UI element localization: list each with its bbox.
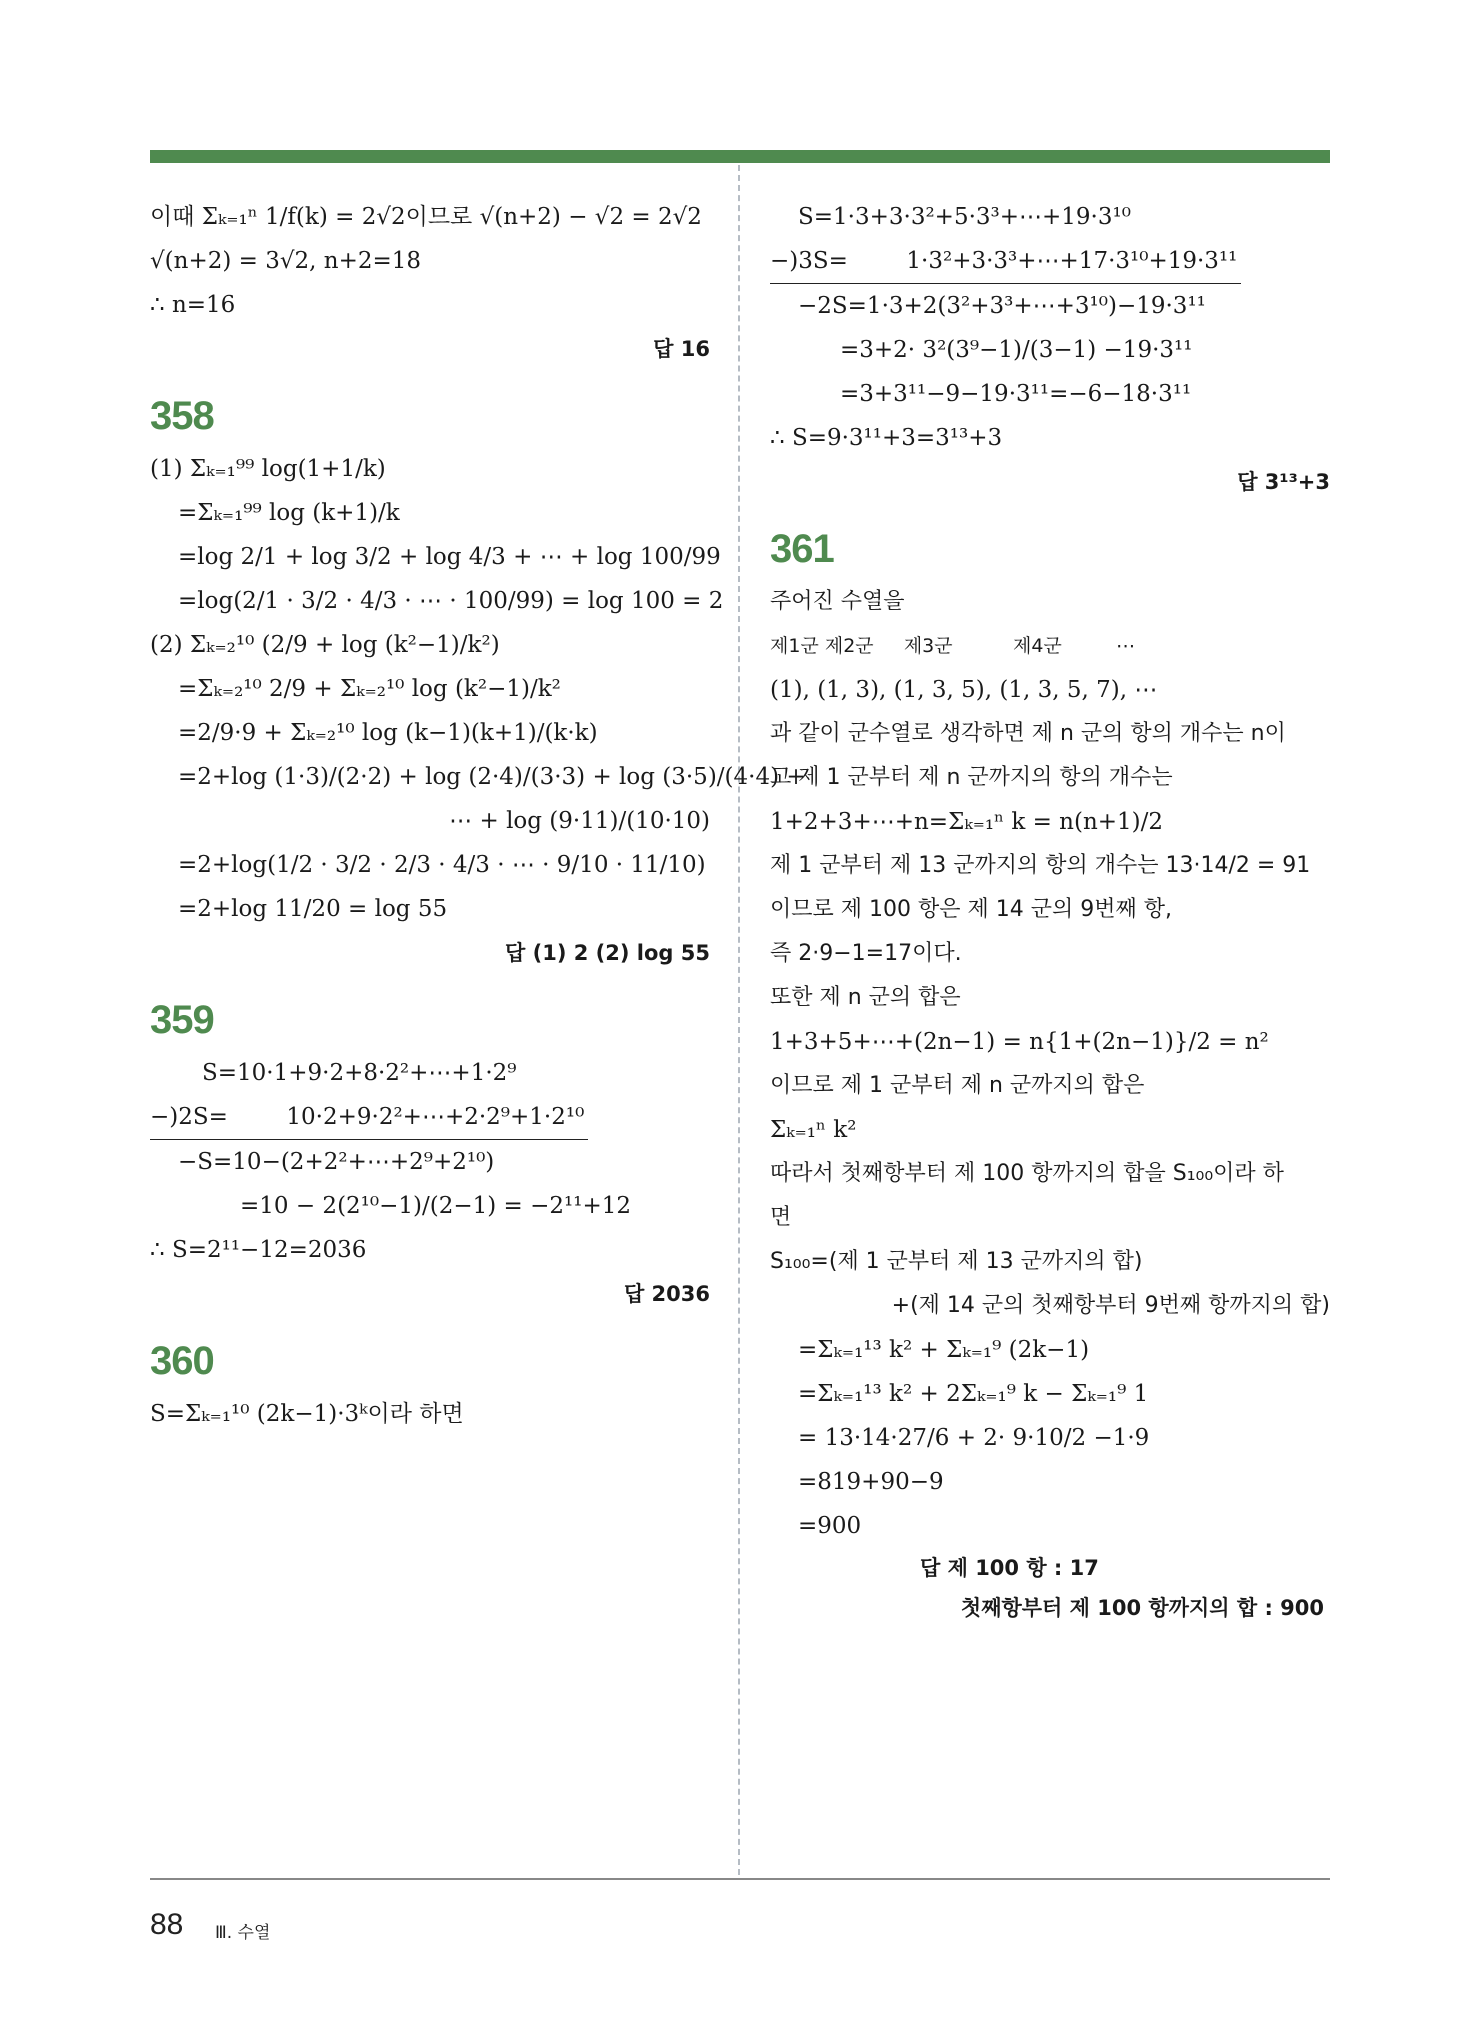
p361-line-16: S₁₀₀=(제 1 군부터 제 13 군까지의 합) xyxy=(770,1249,1143,1274)
problem-358-number: 358 xyxy=(150,394,214,438)
p361-line-14: 따라서 첫째항부터 제 100 항까지의 합을 S₁₀₀이라 하 xyxy=(770,1161,1284,1186)
p361-line-6: 1+2+3+⋯+n=Σₖ₌₁ⁿ k = n(n+1)/2 xyxy=(770,809,1164,835)
p360-cont-line-5: =3+3¹¹−9−19·3¹¹=−6−18·3¹¹ xyxy=(840,381,1192,407)
p361-line-7: 제 1 군부터 제 13 군까지의 항의 개수는 13·14/2 = 91 xyxy=(770,853,1311,878)
p358-line-1: (1) Σₖ₌₁⁹⁹ log(1+1/k) xyxy=(150,456,386,482)
p358-answer: 답 (1) 2 (2) log 55 xyxy=(505,941,710,965)
p359-line-4: =10 − 2(2¹⁰−1)/(2−1) = −2¹¹+12 xyxy=(240,1193,631,1219)
right-column xyxy=(770,195,1330,1628)
p360-cont-line-2 xyxy=(770,239,1330,284)
p361-line-15: 면 xyxy=(770,1205,792,1230)
p361-line-12: 이므로 제 1 군부터 제 n 군까지의 합은 xyxy=(770,1073,1145,1098)
p361-line-11: 1+3+5+⋯+(2n−1) = n{1+(2n−1)}/2 = n² xyxy=(770,1029,1269,1055)
p358-line-7: =2/9·9 + Σₖ₌₂¹⁰ log (k−1)(k+1)/(k·k) xyxy=(178,720,598,746)
p361-line-20: = 13·14·27/6 + 2· 9·10/2 −1·9 xyxy=(798,1425,1150,1451)
top-accent-bar xyxy=(150,150,1330,163)
p361-line-5: 고 제 1 군부터 제 n 군까지의 항의 개수는 xyxy=(770,765,1173,790)
p361-line-19: =Σₖ₌₁¹³ k² + 2Σₖ₌₁⁹ k − Σₖ₌₁⁹ 1 xyxy=(798,1381,1149,1407)
p361-group-labels: 제1군 제2군 제3군 제4군 ⋯ xyxy=(770,635,1136,657)
p361-line-22: =900 xyxy=(798,1513,862,1539)
p358-line-3: =log 2/1 + log 3/2 + log 4/3 + ⋯ + log 100/99 xyxy=(178,544,721,570)
p358-line-8: =2+log (1·3)/(2·2) + log (2·4)/(3·3) + log (3·5)/(4·4) + xyxy=(178,764,806,790)
p361-line-10: 또한 제 n 군의 합은 xyxy=(770,985,961,1010)
p361-line-21: =819+90−9 xyxy=(798,1469,944,1495)
p360-line-1: S=Σₖ₌₁¹⁰ (2k−1)·3ᵏ이라 하면 xyxy=(150,1401,464,1427)
p361-line-8: 이므로 제 100 항은 제 14 군의 9번째 항, xyxy=(770,897,1172,922)
p358-line-9: ⋯ + log (9·11)/(10·10) xyxy=(449,808,710,834)
p358-line-11: =2+log 11/20 = log 55 xyxy=(178,896,448,922)
section-label: Ⅲ. 수열 xyxy=(215,1923,271,1943)
p361-line-4: 과 같이 군수열로 생각하면 제 n 군의 항의 개수는 n이 xyxy=(770,721,1286,746)
problem-359-number: 359 xyxy=(150,998,214,1042)
p360-subtraction: −)3S= 1·3²+3·3³+⋯+17·3¹⁰+19·3¹¹ xyxy=(770,239,1241,284)
problem-360-number: 360 xyxy=(150,1339,214,1383)
p360-cont-line-6: ∴ S=9·3¹¹+3=3¹³+3 xyxy=(770,425,1003,451)
intro-line-3: ∴ n=16 xyxy=(150,292,236,318)
p361-line-17: +(제 14 군의 첫째항부터 9번째 항까지의 합) xyxy=(891,1293,1330,1318)
intro-line-2: √(n+2) = 3√2, n+2=18 xyxy=(150,248,422,274)
p361-line-9: 즉 2·9−1=17이다. xyxy=(770,941,962,966)
p361-line-18: =Σₖ₌₁¹³ k² + Σₖ₌₁⁹ (2k−1) xyxy=(798,1337,1090,1363)
footer-rule xyxy=(150,1878,1330,1880)
p361-answer-1: 답 제 100 항 : 17 xyxy=(920,1556,1099,1580)
p359-subtraction: −)2S= 10·2+9·2²+⋯+2·2⁹+1·2¹⁰ xyxy=(150,1095,588,1140)
p360-answer: 답 3¹³+3 xyxy=(1237,470,1330,494)
p359-line-3: −S=10−(2+2²+⋯+2⁹+2¹⁰) xyxy=(178,1149,495,1175)
column-divider xyxy=(738,165,740,1875)
p358-line-4: =log(2/1 · 3/2 · 4/3 · ⋯ · 100/99) = log 100 = 2 xyxy=(178,588,724,614)
problem-361-number: 361 xyxy=(770,527,834,571)
p359-answer: 답 2036 xyxy=(623,1282,710,1306)
p360-cont-line-3: −2S=1·3+2(3²+3³+⋯+3¹⁰)−19·3¹¹ xyxy=(798,293,1206,319)
p361-line-3: (1), (1, 3), (1, 3, 5), (1, 3, 5, 7), ⋯ xyxy=(770,677,1158,703)
p359-line-1: S=10·1+9·2+8·2²+⋯+1·2⁹ xyxy=(202,1060,517,1086)
p358-line-6: =Σₖ₌₂¹⁰ 2/9 + Σₖ₌₂¹⁰ log (k²−1)/k² xyxy=(178,676,561,702)
p361-answer-2: 첫째항부터 제 100 항까지의 합 : 900 xyxy=(960,1596,1324,1620)
intro-answer: 답 16 xyxy=(653,337,710,361)
p359-line-5: ∴ S=2¹¹−12=2036 xyxy=(150,1237,367,1263)
p361-line-1: 주어진 수열을 xyxy=(770,589,905,614)
p360-cont-line-4: =3+2· 3²(3⁹−1)/(3−1) −19·3¹¹ xyxy=(840,337,1193,363)
p360-cont-line-1: S=1·3+3·3²+5·3³+⋯+19·3¹⁰ xyxy=(798,204,1131,230)
p359-line-2 xyxy=(150,1095,710,1140)
p358-line-5: (2) Σₖ₌₂¹⁰ (2/9 + log (k²−1)/k²) xyxy=(150,632,500,658)
p358-line-10: =2+log(1/2 · 3/2 · 2/3 · 4/3 · ⋯ · 9/10 · 11/10) xyxy=(178,852,706,878)
p361-line-13: Σₖ₌₁ⁿ k² xyxy=(770,1117,857,1143)
intro-line-1: 이때 Σₖ₌₁ⁿ 1/f(k) = 2√2이므로 √(n+2) − √2 = 2√2 xyxy=(150,204,702,230)
page-number: 88 xyxy=(150,1908,184,1941)
p358-line-2: =Σₖ₌₁⁹⁹ log (k+1)/k xyxy=(178,500,400,526)
